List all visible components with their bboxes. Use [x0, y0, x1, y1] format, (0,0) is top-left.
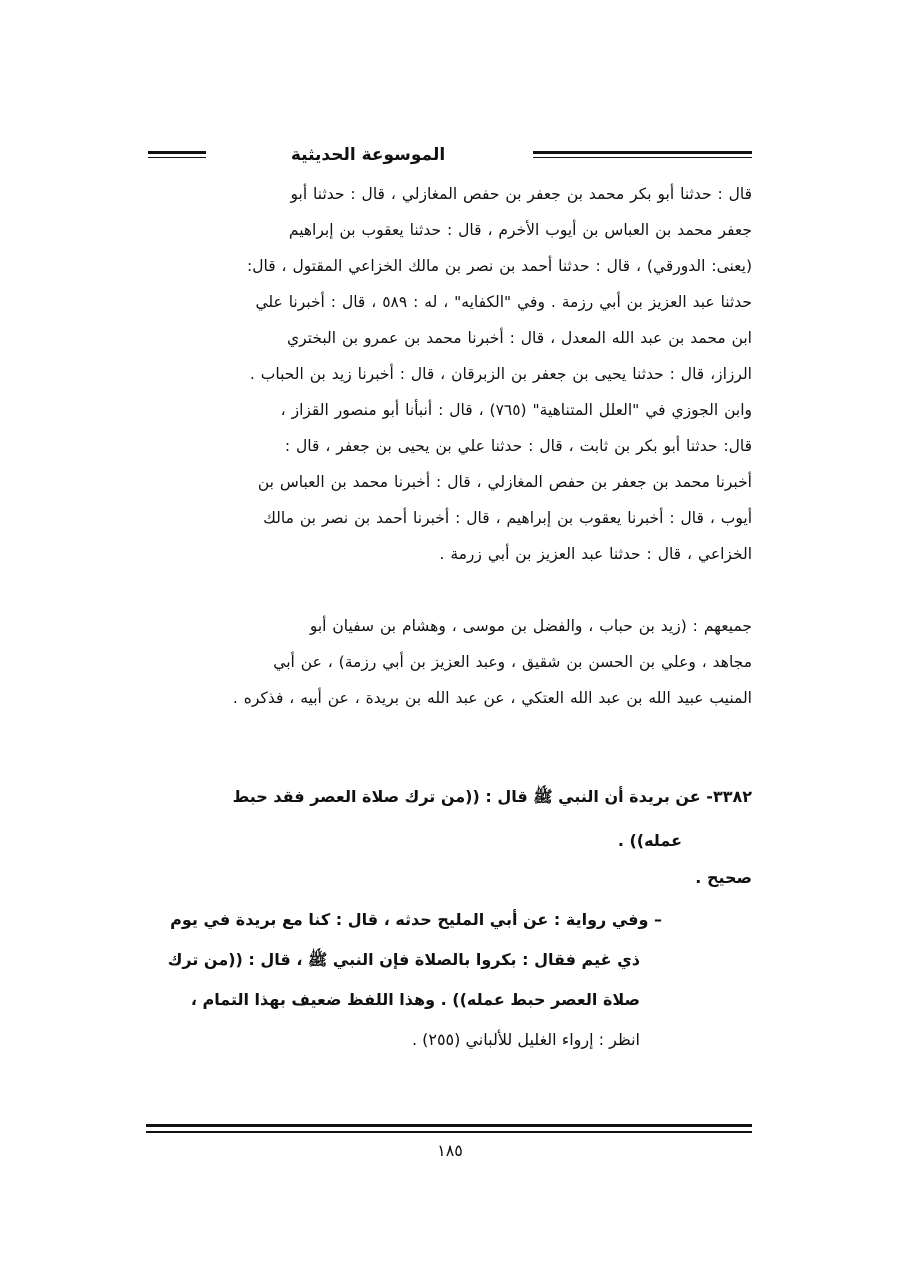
running-header — [148, 142, 752, 168]
text-line: جميعهم : (زيد بن حباب ، والفضل بن موسى ، وهشام بن سفيان أبو — [309, 617, 752, 635]
footer-rule — [146, 1124, 752, 1133]
text-line: (يعنى: الدورقي) ، قال : حدثنا أحمد بن نصر بن مالك الخزاعي المقتول ، قال: — [247, 257, 752, 275]
page-number: ١٨٥ — [437, 1141, 463, 1160]
header-rule-right — [533, 151, 752, 158]
text-line: المنيب عبيد الله بن عبد الله العتكي ، عن عبد الله بن بريدة ، عن أبيه ، فذكره . — [232, 689, 752, 707]
text-line: ابن محمد بن عبد الله المعدل ، قال : أخبرنا محمد بن عمرو بن البختري — [286, 329, 752, 347]
header-rule-left — [148, 151, 206, 158]
hadith-grade: صحيح . — [695, 868, 752, 887]
text-line: الرزاز، قال : حدثنا يحيى بن جعفر بن الزبرقان ، قال : أخبرنا زيد بن الحباب . — [249, 365, 752, 383]
text-line: وابن الجوزي في "العلل المتناهية" (٧٦٥) ، قال : أنبأنا أبو منصور القزاز ، — [280, 401, 752, 419]
hadith-text — [148, 775, 752, 863]
text-line: قال: حدثنا أبو بكر بن ثابت ، قال : حدثنا علي بن يحيى بن جعفر ، قال : — [284, 437, 752, 455]
text-line: الخزاعي ، قال : حدثنا عبد العزيز بن أبي زرمة . — [439, 545, 752, 563]
header-title: الموسوعة الحديثية — [290, 145, 446, 165]
takhrij-paragraph — [148, 176, 752, 572]
text-line: جعفر محمد بن العباس بن أيوب الأخرم ، قال : حدثنا يعقوب بن إبراهيم — [288, 221, 752, 239]
text-line: مجاهد ، وعلي بن الحسن بن شقيق ، وعبد العزيز بن أبي رزمة) ، عن أبي — [273, 653, 752, 671]
text-line: أيوب ، قال : أخبرنا يعقوب بن إبراهيم ، قال : أخبرنا أحمد بن نصر بن مالك — [263, 509, 752, 527]
riwaya-line: انظر : إرواء الغليل للألباني (٢٥٥) . — [411, 1030, 640, 1049]
riwaya-line: صلاة العصر حبط عمله)) . وهذا اللفظ ضعيف بهذا التمام ، — [190, 990, 640, 1009]
isnad-summary-paragraph — [148, 608, 752, 716]
riwaya-note — [148, 900, 752, 1060]
text-line: أخبرنا محمد بن جعفر بن حفص المغازلي ، قال : أخبرنا محمد بن العباس بن — [257, 473, 752, 491]
riwaya-line: – وفي رواية : عن أبي المليح حدثه ، قال : كنا مع بريدة في يوم — [170, 910, 662, 929]
text-line: قال : حدثنا أبو بكر محمد بن جعفر بن حفص المغازلي ، قال : حدثنا أبو — [290, 185, 752, 203]
hadith-line: عمله)) . — [617, 831, 682, 850]
riwaya-line: ذي غيم فقال : بكروا بالصلاة فإن النبي ﷺ ، قال : ((من ترك — [167, 950, 640, 969]
text-line: حدثنا عبد العزيز بن أبي رزمة . وفي "الكفايه" ، له : ٥٨٩ ، قال : أخبرنا علي — [255, 293, 752, 311]
hadith-line: ٣٣٨٢- عن بريدة أن النبي ﷺ قال : ((من ترك صلاة العصر فقد حبط — [232, 787, 752, 806]
